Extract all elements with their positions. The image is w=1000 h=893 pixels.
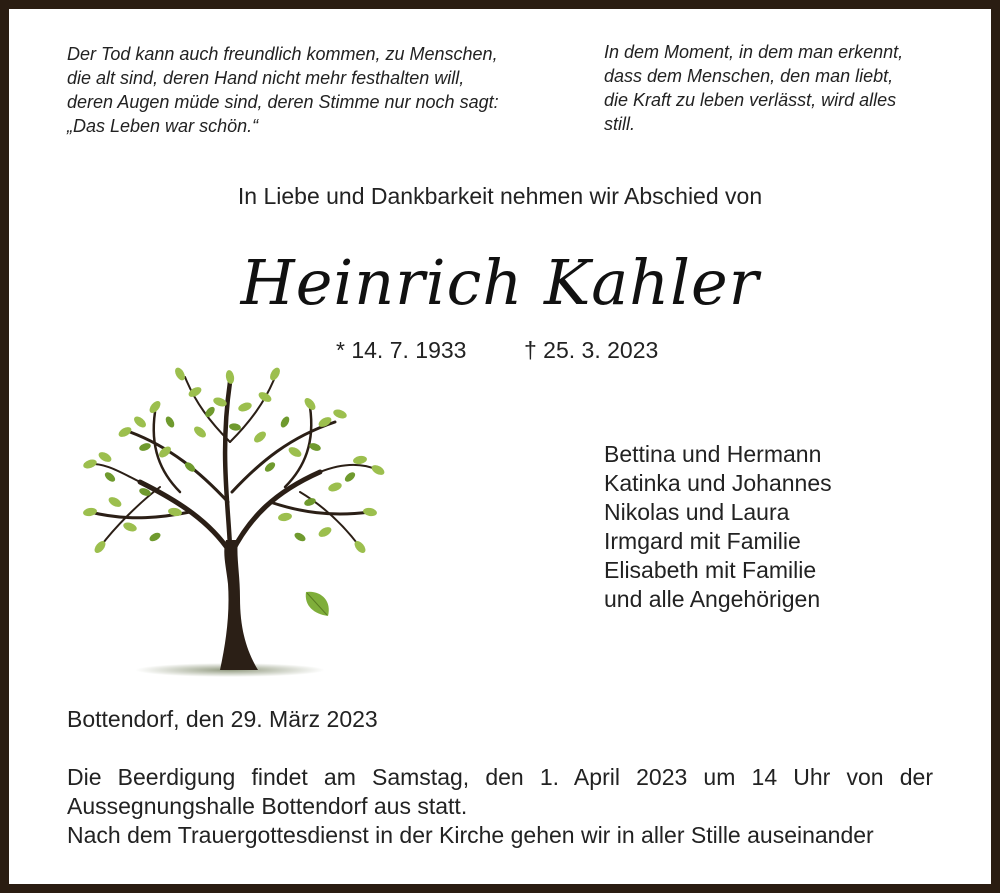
quote-right-line: die Kraft zu leben verlässt, wird alles bbox=[604, 90, 897, 110]
intro-text: In Liebe und Dankbarkeit nehmen wir Abschied von bbox=[237, 183, 763, 209]
birth-date: * 14. 7. 1933 bbox=[336, 337, 467, 363]
funeral-info bbox=[67, 763, 933, 850]
funeral-line: Aussegnungshalle Bottendorf aus statt. bbox=[67, 793, 468, 819]
quote-left bbox=[67, 42, 499, 138]
quote-right-line: still. bbox=[604, 114, 635, 134]
family-member: Irmgard mit Familie bbox=[604, 528, 801, 554]
tree-icon bbox=[70, 352, 390, 682]
quote-right-line: In dem Moment, in dem man erkennt, bbox=[604, 42, 904, 62]
death-date: † 25. 3. 2023 bbox=[524, 337, 659, 363]
quote-left-line: „Das Leben war schön.“ bbox=[67, 116, 259, 136]
quote-left-line: Der Tod kann auch freundlich kommen, zu Menschen, bbox=[67, 44, 498, 64]
place-date: Bottendorf, den 29. März 2023 bbox=[67, 706, 378, 732]
deceased-name: Heinrich Kahler bbox=[240, 246, 760, 319]
family-member: Elisabeth mit Familie bbox=[604, 557, 817, 583]
family-member: Bettina und Hermann bbox=[604, 441, 822, 467]
family-member: Katinka und Johannes bbox=[604, 470, 832, 496]
quote-left-line: deren Augen müde sind, deren Stimme nur noch sagt: bbox=[67, 92, 499, 112]
quote-right bbox=[604, 40, 903, 136]
quote-right-line: dass dem Menschen, den man liebt, bbox=[604, 66, 894, 86]
funeral-line: Die Beerdigung findet am Samstag, den 1. April 2023 um 14 Uhr von der bbox=[67, 764, 933, 790]
family-member: Nikolas und Laura bbox=[604, 499, 790, 525]
family-list bbox=[604, 440, 832, 614]
quote-left-line: die alt sind, deren Hand nicht mehr festhalten will, bbox=[67, 68, 465, 88]
family-member: und alle Angehörigen bbox=[604, 586, 821, 612]
funeral-line: Nach dem Trauergottesdienst in der Kirche gehen wir in aller Stille auseinander bbox=[67, 822, 874, 848]
